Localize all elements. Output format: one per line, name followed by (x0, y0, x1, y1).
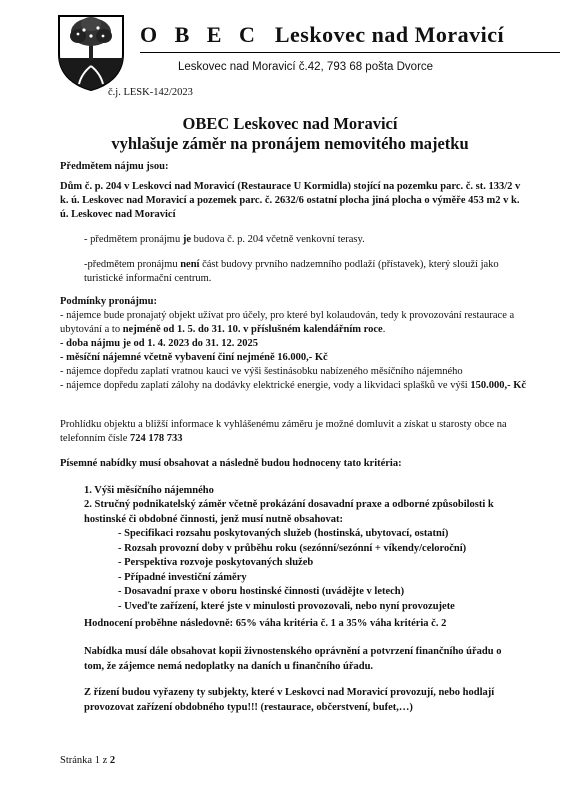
header-divider (140, 52, 560, 53)
heading-line-2: vyhlašuje záměr na pronájem nemovitého majetku (111, 134, 469, 153)
condition-1-bold: nejméně od 1. 5. do 31. 10. v příslušném kalendářním roce (122, 324, 383, 335)
plan-requirement: - Perspektiva rozvoje poskytovaných služeb (118, 557, 314, 568)
condition-1-pre: - nájemce bude pronajatý objekt užívat pro účely, pro které byl kolaudován, tedy k provozování restaurace a ubytování a to (60, 310, 515, 335)
subject-text: Dům č. p. 204 v Leskovci nad Moravicí (Restaurace U Kormidla) stojící na pozemku parc. č. st. 133/2 v k. ú. Leskovec nad Moravicí a pozemek parc. č. 2632/6 ostatní plocha jiná plocha o výměře 453 m2 v k. ú. Leskovec nad Moravicí (60, 181, 521, 220)
offer-criterion-1: 1. Výši měsíčního nájemného (84, 485, 214, 496)
subject-label: Předmětem nájmu jsou: (60, 161, 169, 172)
condition-4: - nájemce dopředu zaplatí vratnou kauci ve výši šestinásobku nabízeného měsíčního nájemného (60, 366, 463, 377)
subject-item-2-post: část budovy prvního nadzemního podlaží (přístavek), který slouží jako turistické informační centrum. (84, 259, 499, 284)
reference-number: č.j. LESK-142/2023 (108, 87, 193, 98)
evaluation-weights: Hodnocení proběhne následovně: 65% váha kritéria č. 1 a 35% váha kritéria č. 2 (84, 618, 447, 629)
subject-item-2-pre: -předmětem pronájmu (84, 259, 181, 270)
subject-item-1-bold: je (182, 234, 192, 245)
plan-requirements-list (118, 527, 528, 614)
plan-requirement: - Dosavadní praxe v oboru hostinské činnosti (uvádějte v letech) (118, 586, 405, 597)
conditions-label: Podmínky pronájmu: (60, 296, 157, 307)
subject-item-1 (84, 233, 524, 247)
condition-5-bold: 150.000,- Kč (470, 380, 527, 391)
offer-criterion-2: 2. Stručný podnikatelský záměr včetně prokázání dosavadní praxe a odborné způsobilosti k hostinské či obdobné činnosti, jenž musí nutně obsahovat: (84, 499, 494, 525)
title-obec: O B E C (140, 22, 261, 47)
page-number-prefix: Stránka 1 z (60, 755, 110, 766)
exclusion-note: Z řízení budou vyřazeny ty subjekty, které v Leskovci nad Moravicí provozují, nebo hodlají provozovat zařízení obdobného typu!!! (restaurace, občerstvení, bufet,…) (84, 687, 495, 713)
required-documents: Nabídka musí dále obsahovat kopii živnostenského oprávnění a potvrzení finančního úřadu o tom, že zájemce nemá nedoplatky na daních u finančního úřadu. (84, 646, 502, 672)
plan-requirement: - Případné investiční záměry (118, 571, 247, 583)
address: Leskovec nad Moravicí č.42, 793 68 pošta Dvorce (178, 61, 434, 73)
plan-requirement: - Uveďte zařízení, které jste v minulosti provozovali, nebo nyní provozujete (118, 600, 455, 612)
plan-requirement: - Specifikaci rozsahu poskytovaných služeb (hostinská, ubytovací, ostatní) (118, 528, 449, 539)
heading-line-1: OBEC Leskovec nad Moravicí (182, 114, 398, 133)
condition-1-post: . (382, 324, 386, 335)
subject-item-1-pre: - předmětem pronájmu (84, 234, 183, 245)
condition-3: - měsíční nájemné včetně vybavení činí nejméně 16.000,- Kč (60, 352, 328, 363)
contact-phone: 724 178 733 (129, 433, 183, 444)
subject-item-2-bold: není (180, 259, 200, 270)
condition-5 (60, 379, 530, 393)
page-number (60, 755, 115, 766)
contact-text: Prohlídku objektu a bližší informace k vyhlášenému záměru je možné domluvit a získat u starosty obce na telefonním čísle (60, 419, 507, 444)
condition-1 (60, 309, 530, 337)
municipality-title (140, 22, 560, 48)
title-name: Leskovec nad Moravicí (274, 22, 505, 47)
offers-label: Písemné nabídky musí obsahovat a následně budou hodnoceny tato kritéria: (60, 458, 402, 469)
subject-item-2 (84, 258, 514, 286)
contact-info (60, 418, 530, 446)
page-total: 2 (109, 755, 116, 766)
condition-2: - doba nájmu je od 1. 4. 2023 do 31. 12. 2025 (60, 338, 259, 349)
condition-5-pre: - nájemce dopředu zaplatí zálohy na dodávky elektrické energie, vody a likvidaci splašků ve výši (60, 380, 471, 391)
plan-requirement: - Rozsah provozní doby v průběhu roku (sezónní/sezónní + víkendy/celoroční) (118, 542, 467, 554)
coat-of-arms-logo (56, 14, 126, 92)
subject-item-1-post: budova č. p. 204 včetně venkovní terasy. (191, 234, 365, 245)
